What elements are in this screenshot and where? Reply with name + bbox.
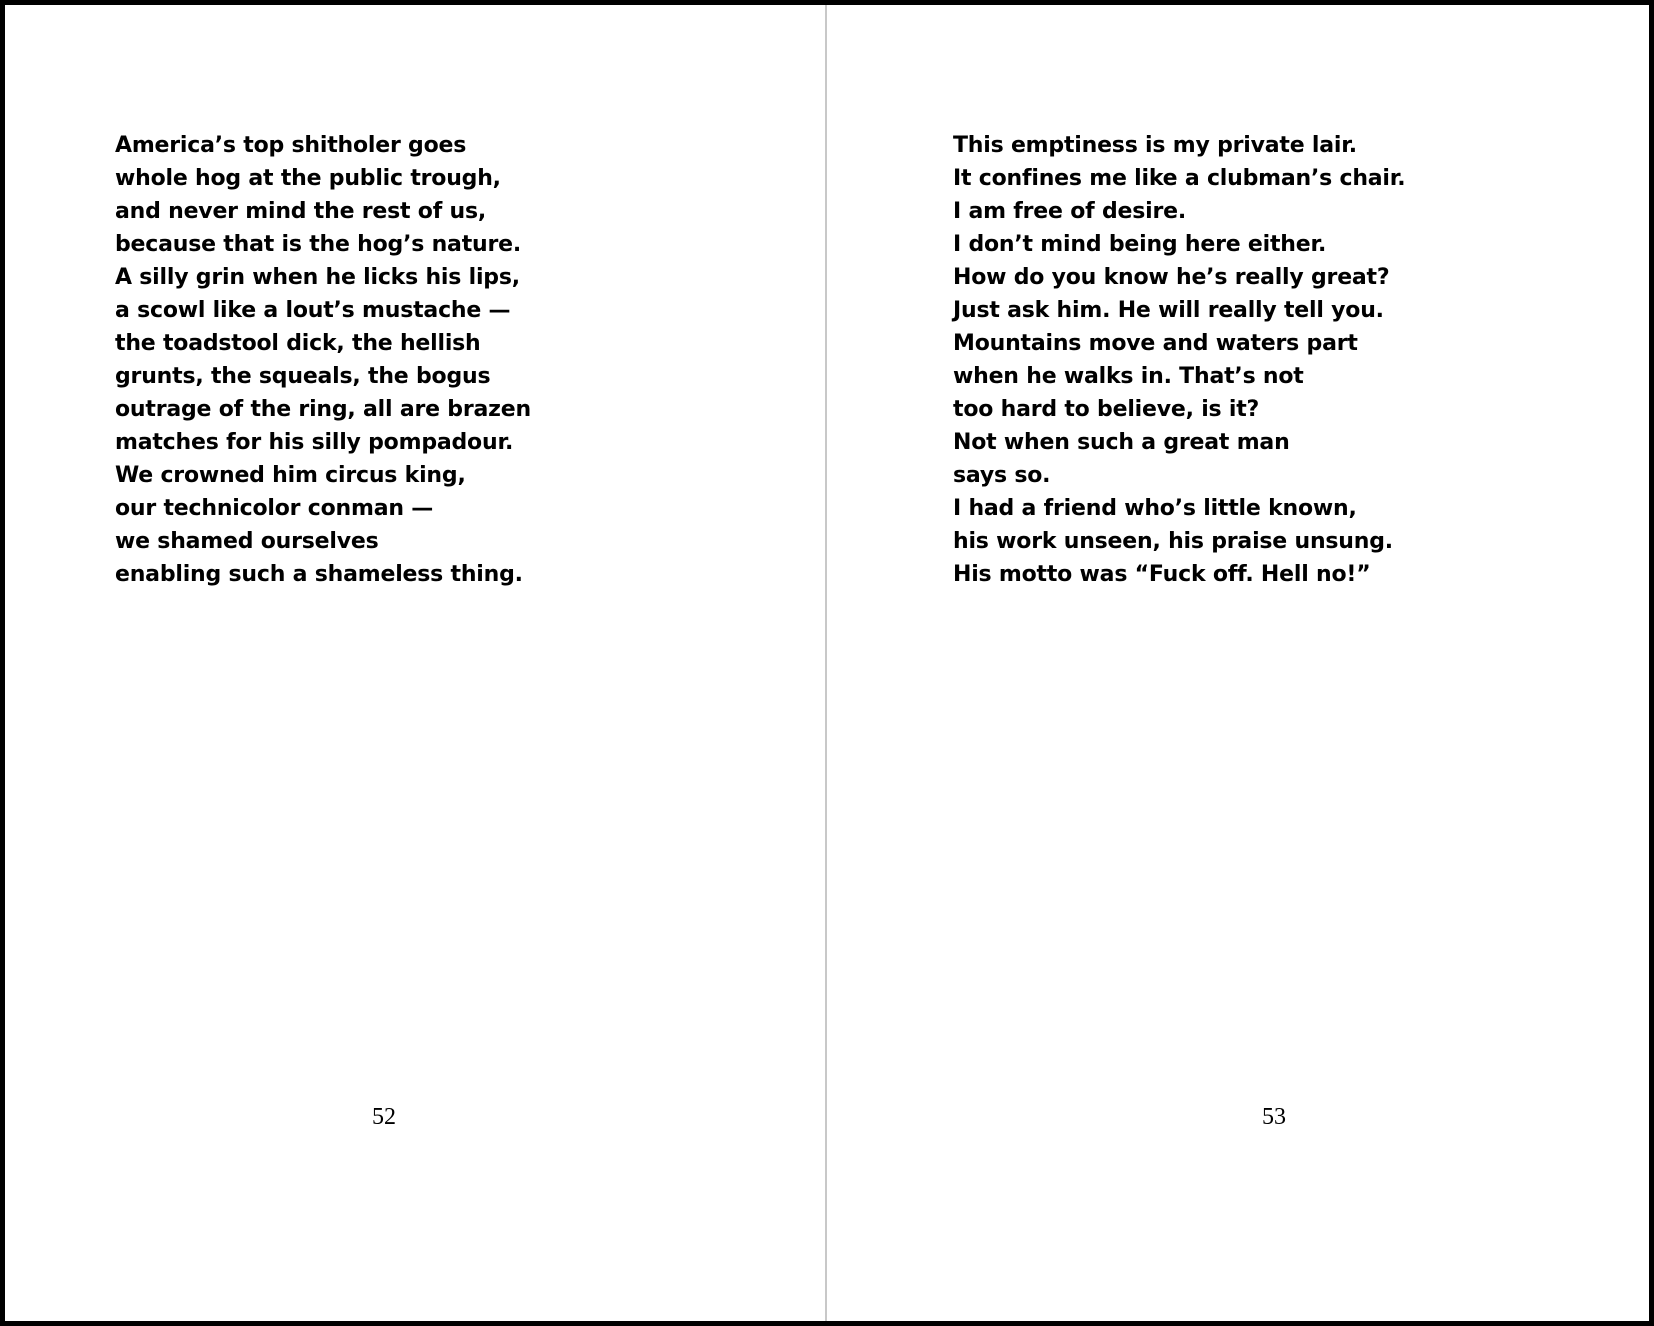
poem-line: and never mind the rest of us, bbox=[115, 199, 487, 224]
poem-line: a scowl like a lout’s mustache — bbox=[115, 298, 511, 323]
poem-right bbox=[953, 129, 1405, 591]
poem-line: matches for his silly pompadour. bbox=[115, 430, 514, 455]
poem-line: grunts, the squeals, the bogus bbox=[115, 364, 491, 389]
poem-line: says so. bbox=[953, 463, 1051, 488]
poem-line: A silly grin when he licks his lips, bbox=[115, 265, 520, 290]
poem-line: I am free of desire. bbox=[953, 199, 1186, 224]
poem-line: America’s top shitholer goes bbox=[115, 133, 467, 158]
poem-line: enabling such a shameless thing. bbox=[115, 562, 523, 587]
right-page bbox=[827, 5, 1649, 1321]
poem-line: How do you know he’s really great? bbox=[953, 265, 1390, 290]
poem-line: We crowned him circus king, bbox=[115, 463, 466, 488]
page-number-right: 53 bbox=[1262, 1104, 1286, 1130]
poem-line: his work unseen, his praise unsung. bbox=[953, 529, 1393, 554]
page-number-left: 52 bbox=[372, 1104, 396, 1130]
poem-line: I don’t mind being here either. bbox=[953, 232, 1327, 257]
poem-line: too hard to believe, is it? bbox=[953, 397, 1260, 422]
poem-line: Not when such a great man bbox=[953, 430, 1290, 455]
poem-line: the toadstool dick, the hellish bbox=[115, 331, 481, 356]
poem-line: Just ask him. He will really tell you. bbox=[953, 298, 1384, 323]
poem-line: This emptiness is my private lair. bbox=[953, 133, 1357, 158]
poem-line: Mountains move and waters part bbox=[953, 331, 1358, 356]
poem-line: His motto was “Fuck off. Hell no!” bbox=[953, 562, 1371, 587]
poem-line: we shamed ourselves bbox=[115, 529, 379, 554]
poem-line: outrage of the ring, all are brazen bbox=[115, 397, 531, 422]
poem-line: It confines me like a clubman’s chair. bbox=[953, 166, 1406, 191]
poem-line: when he walks in. That’s not bbox=[953, 364, 1304, 389]
left-page bbox=[5, 5, 825, 1321]
poem-line: I had a friend who’s little known, bbox=[953, 496, 1357, 521]
poem-line: whole hog at the public trough, bbox=[115, 166, 501, 191]
poem-line: because that is the hog’s nature. bbox=[115, 232, 521, 257]
poem-left bbox=[115, 129, 531, 591]
poem-line: our technicolor conman — bbox=[115, 496, 434, 521]
